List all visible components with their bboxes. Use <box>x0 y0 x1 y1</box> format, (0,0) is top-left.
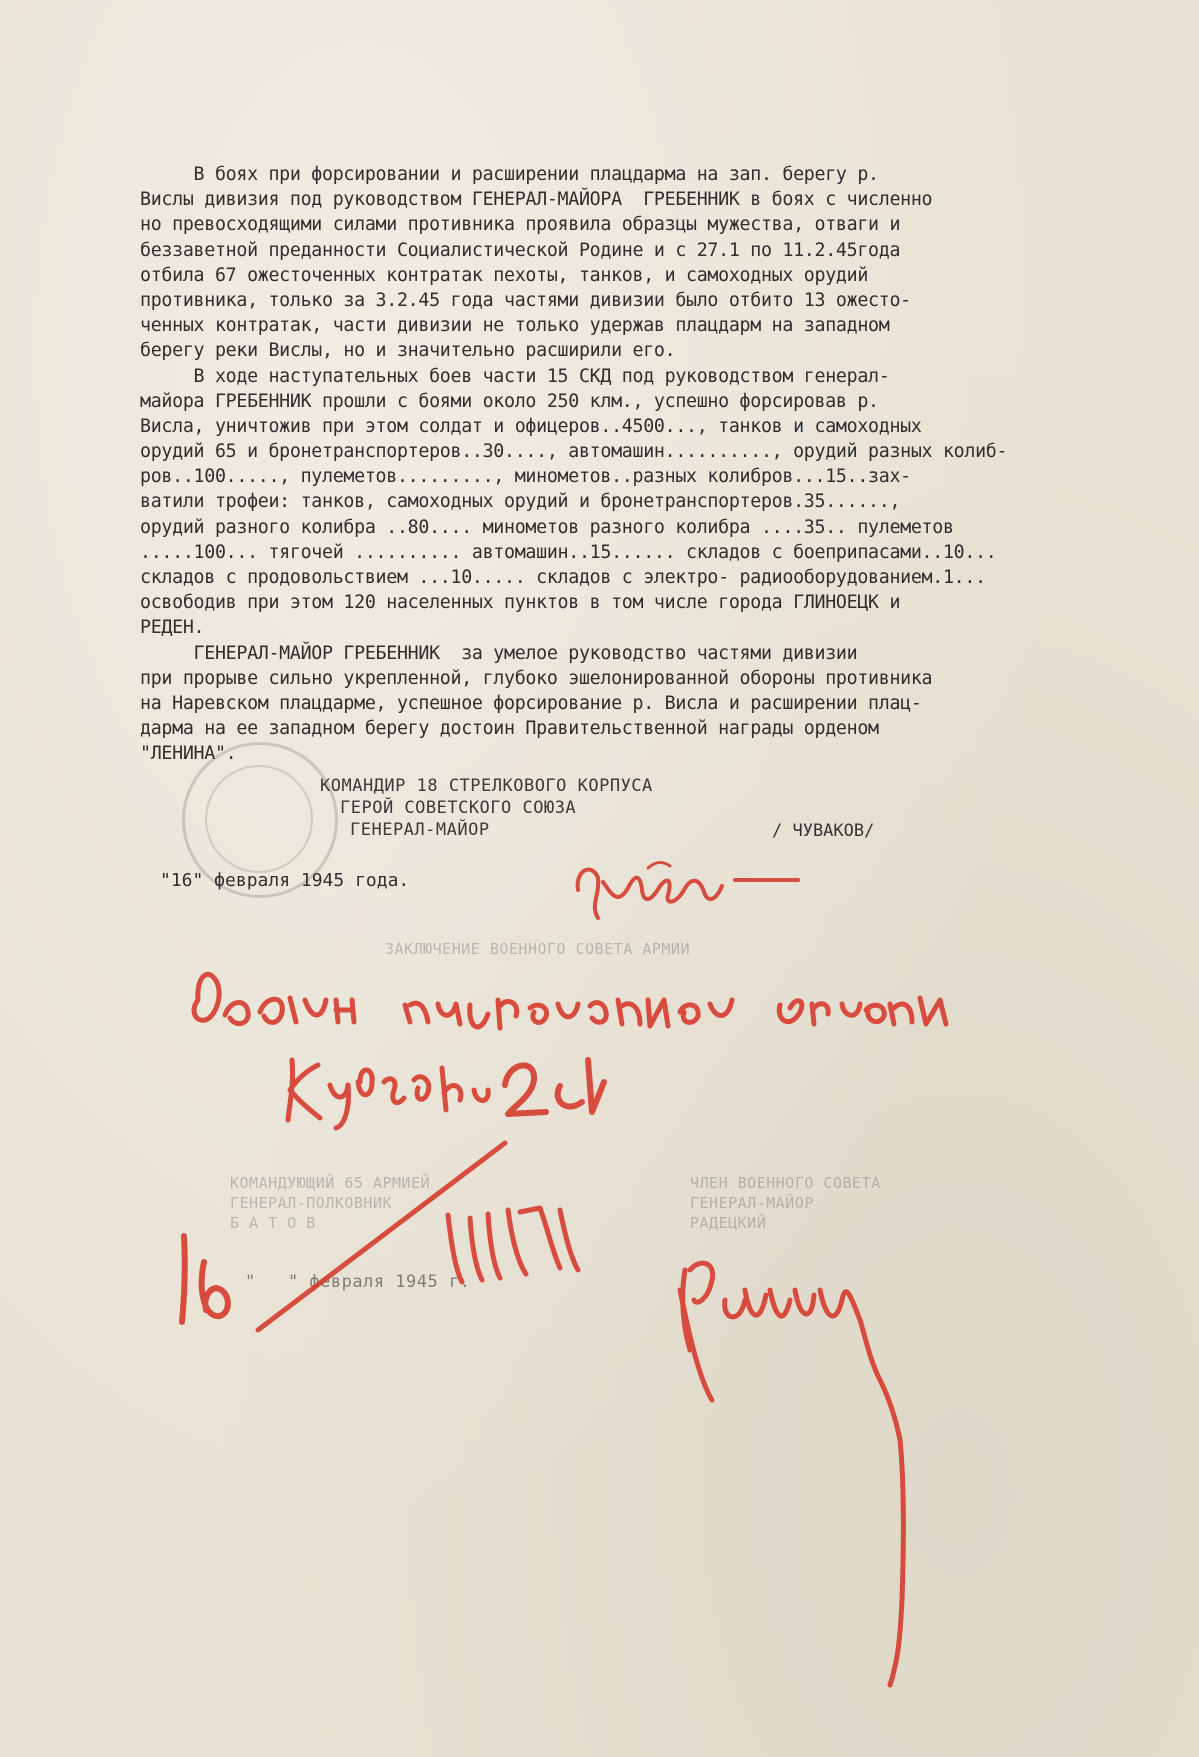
faded-member-line: ГЕНЕРАЛ-МАЙОР <box>690 1194 814 1212</box>
typed-body-text <box>140 162 1080 767</box>
body-text-line: ченных контратак, части дивизии не только удержав плацдарм на западном <box>140 315 890 337</box>
faded-army-commander-stamp <box>230 1173 430 1233</box>
faded-commander-line: ГЕНЕРАЛ-ПОЛКОВНИК <box>230 1194 393 1212</box>
signature-title-line: КОМАНДИР 18 СТРЕЛКОВОГО КОРПУСА <box>320 776 653 796</box>
body-text-line: ватили трофеи: танков, самоходных орудий и бронетранспортеров.35......, <box>140 491 901 513</box>
body-text-line: РЕДЕН. <box>140 617 205 639</box>
day-number-16 <box>182 1236 228 1322</box>
body-text-line: "ЛЕНИНА". <box>140 743 237 765</box>
commander-signature-block <box>320 775 653 841</box>
signature-name: / ЧУВАКОВ/ <box>772 821 875 841</box>
body-text-line: при прорыве сильно укрепленной, глубоко эшелонированной обороны противника <box>140 667 933 689</box>
faded-commander-line: КОМАНДУЮЩИЙ 65 АРМИЕЙ <box>230 1174 431 1192</box>
strike-through-line <box>258 1143 505 1330</box>
body-text-line: В боях при форсировании и расширении плацдарма на зап. берегу р. <box>140 164 879 185</box>
body-text-line: складов с продовольствием ...10..... складов с электро- радиооборудованием.1... <box>140 567 986 588</box>
faded-member-line: РАДЕЦКИЙ <box>690 1214 767 1232</box>
faded-commander-line: Б А Т О В <box>230 1214 316 1232</box>
body-text-line: орудий 65 и бронетранспортеров..30...., автомашин.........., орудий разных колиб- <box>140 441 1008 463</box>
chuvakov-handwritten-signature <box>578 862 798 918</box>
body-text-line: ров..100....., пулеметов........., минометов..разных колибров...15..зах- <box>140 466 911 488</box>
body-text-line: майора ГРЕБЕННИК прошли с боями около 250 клм., успешно форсировав р. <box>140 390 879 412</box>
signature-rank-line: ГЕНЕРАЛ-МАЙОР <box>350 820 490 840</box>
body-text-line: отбила 67 ожесточенных контратак пехоты, танков, и самоходных орудий <box>140 264 869 286</box>
faded-member-line: ЧЛЕН ВОЕННОГО СОВЕТА <box>690 1174 881 1192</box>
resolution-handwriting <box>194 974 946 1128</box>
body-text-line: беззаветной преданности Социалистической Родине и с 27.1 по 11.2.45года <box>140 239 901 261</box>
body-text-line: на Наревском плацдарме, успешное форсирование р. Висла и расширении плац- <box>140 692 922 714</box>
body-text-line: берегу реки Вислы, но и значительно расширили его. <box>140 340 676 362</box>
right-handwritten-signature <box>680 1263 903 1685</box>
faded-council-header: ЗАКЛЮЧЕНИЕ ВОЕННОГО СОВЕТА АРМИИ <box>385 940 690 958</box>
body-text-line: Вислы дивизия под руководством ГЕНЕРАЛ-МАЙОРА ГРЕБЕННИК в боях с численно <box>140 189 933 211</box>
body-text-line: освободив при этом 120 населенных пунктов в том числе города ГЛИНОЕЦК и <box>140 592 901 614</box>
faded-stamp-date: " " февраля 1945 г. <box>245 1272 471 1292</box>
body-text-line: дарма на ее западном берегу достоин Правительственной награды орденом <box>140 718 879 740</box>
faded-council-member-stamp <box>690 1173 881 1233</box>
body-text-line: но превосходящими силами противника проявила образцы мужества, отваги и <box>140 214 901 236</box>
document-date: "16" февраля 1945 года. <box>160 870 410 891</box>
seal-inner-ring <box>205 765 313 873</box>
left-handwritten-signature <box>448 1208 578 1282</box>
body-text-line: орудий разного колибра ..80.... минометов разного колибра ....35.. пулеметов <box>140 516 954 538</box>
body-text-line: Висла, уничтожив при этом солдат и офицеров..4500..., танков и самоходных <box>140 415 922 437</box>
body-text-line: противника, только за 3.2.45 года частями дивизии было отбито 13 ожесто- <box>140 289 911 311</box>
body-text-line: ГЕНЕРАЛ-МАЙОР ГРЕБЕННИК за умелое руководство частями дивизии <box>140 642 858 664</box>
body-text-line: .....100... тягочей .......... автомашин..15...... складов с боеприпасами..10... <box>140 541 997 563</box>
signature-honor-line: ГЕРОЙ СОВЕТСКОГО СОЮЗА <box>340 798 577 818</box>
body-text-line: В ходе наступательных боев части 15 СКД под руководством генерал- <box>140 365 890 387</box>
